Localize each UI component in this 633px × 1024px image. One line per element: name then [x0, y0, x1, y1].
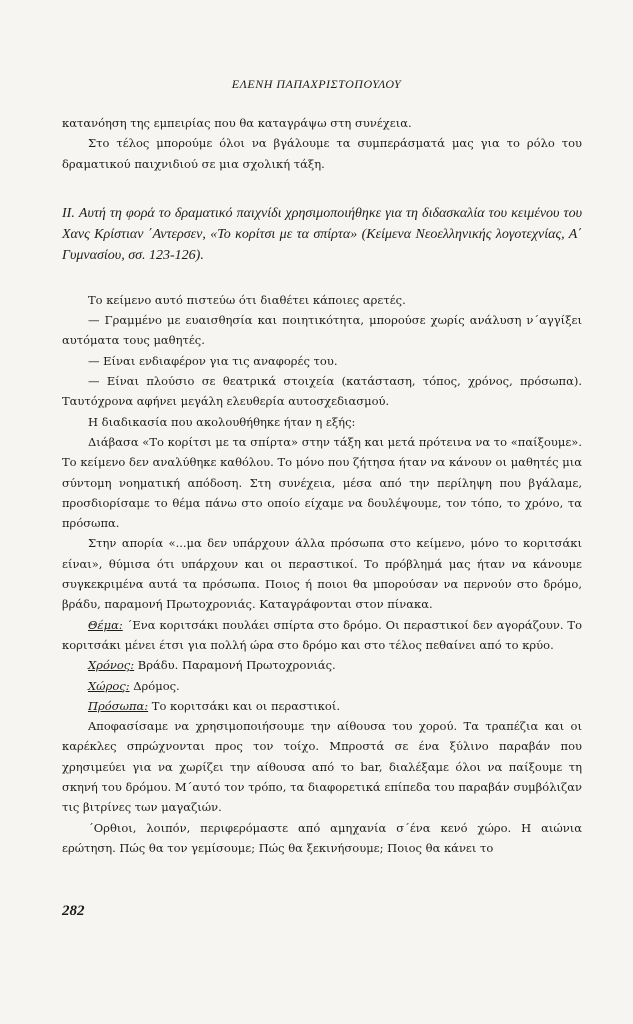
- paragraph: [62, 676, 582, 696]
- paragraph: Αποφασίσαμε να χρησιμοποιήσουμε την αίθουσα του χορού. Τα τραπέζια και οι καρέκλες σπρώχνονται προς τον τοίχο. Μπροστά σε ένα ξύλινο παραβάν που χρησιμεύει για να χωρίζει την αίθουσα από το bar, διαλέξαμε όλοι να παίξουμε τη σκηνή του δρόμου. Μ΄αυτό τον τρόπο, τα διαφορετικά επίπεδα του παραβάν συμβόλιζαν τις βιτρίνες των μαγαζιών.: [62, 719, 582, 815]
- paragraph: Στην απορία «...μα δεν υπάρχουν άλλα πρόσωπα στο κείμενο, μόνο το κοριτσάκι είναι», θύμισα ότι υπάρχουν και οι περαστικοί. Το πρόβλημά μας ήταν να κάνουμε συγκεκριμένα αυτά τα πρόσωπα. Ποιος ή ποιοι θα μπορούσαν να περνούν στο δρόμο, βράδυ, παραμονή Πρωτοχρονιάς. Καταγράφονται στον πίνακα.: [62, 536, 582, 612]
- page-number: 282: [62, 903, 85, 919]
- paragraph: Η διαδικασία που ακολουθήθηκε ήταν η εξής:: [88, 414, 356, 429]
- persons-text: Το κοριτσάκι και οι περαστικοί.: [148, 698, 341, 713]
- paragraph: — Γραμμένο με ευαισθησία και ποιητικότητα, μπορούσε χωρίς ανάλυση ν΄αγγίξει αυτόματα τους μαθητές.: [62, 313, 582, 348]
- paragraph: Το κείμενο αυτό πιστεύω ότι διαθέτει κάποιες αρετές.: [88, 292, 406, 307]
- paragraph: Διάβασα «Το κορίτσι με τα σπίρτα» στην τάξη και μετά πρότεινα να το «παίξουμε». Το κείμενο δεν αναλύθηκε καθόλου. Το μόνο που ζήτησα ήταν να κάνουν οι μαθητές μια σύντομη νοηματική απόδοση. Στη συνέχεια, μέσα από την περίληψη που βγάλαμε, προσδιορίσαμε το θέμα πάνω στο οποίο είχαμε να δουλέψουμε, τον τόπο, το χρόνο, τα πρόσωπα.: [62, 434, 582, 531]
- paragraph: [62, 615, 582, 656]
- place-label: Χώρος:: [88, 678, 130, 693]
- section-heading: II. Αυτή τη φορά το δραματικό παιχνίδι χρησιμοποιήθηκε για τη διδασκαλία του κειμένου του Χανς Κρίστιαν ΄Αντερσεν, «Το κορίτσι με τα σπίρτα» (Κείμενα Νεοελληνικής λογοτεχνίας, Α΄ Γυμνασίου, σσ. 123-126).: [62, 205, 582, 263]
- paragraph: — Είναι ενδιαφέρον για τις αναφορές του.: [88, 353, 338, 368]
- theme-text: ΄Ενα κοριτσάκι πουλάει σπίρτα στο δρόμο. Οι περαστικοί δεν αγοράζουν. Το κοριτσάκι μένει έτσι για πολλή ώρα στο δρόμο και στο τέλος πεθαίνει από το κρύο.: [62, 617, 582, 652]
- theme-label: Θέμα:: [88, 617, 123, 632]
- paragraph: — Είναι πλούσιο σε θεατρικά στοιχεία (κατάσταση, τόπος, χρόνος, πρόσωπα). Ταυτόχρονα αφήνει μεγάλη ελευθερία αυτοσχεδιασμού.: [62, 374, 582, 409]
- place-text: Δρόμος.: [129, 678, 180, 693]
- paragraph: Στο τέλος μπορούμε όλοι να βγάλουμε τα συμπεράσματά μας για το ρόλο του δραματικού παιχνιδιού σε μια σχολική τάξη.: [62, 136, 582, 171]
- time-text: Βράδυ. Παραμονή Πρωτοχρονιάς.: [134, 658, 336, 673]
- running-header: ΕΛΕΝΗ ΠΑΠΑΧΡΙΣΤΟΠΟΥΛΟΥ: [231, 77, 402, 91]
- paragraph: κατανόηση της εμπειρίας που θα καταγράψω στη συνέχεια.: [62, 116, 412, 130]
- time-label: Χρόνος:: [88, 658, 135, 673]
- body-text: [62, 113, 582, 858]
- persons-label: Πρόσωπα:: [88, 698, 149, 713]
- paragraph: [62, 696, 582, 716]
- paragraph: ΄Ορθιοι, λοιπόν, περιφερόμαστε από αμηχανία σ΄ένα κενό χώρο. Η αιώνια ερώτηση. Πώς θα τον γεμίσουμε; Πώς θα ξεκινήσουμε; Ποιος θα κάνει το: [62, 820, 582, 855]
- paragraph: [62, 655, 582, 675]
